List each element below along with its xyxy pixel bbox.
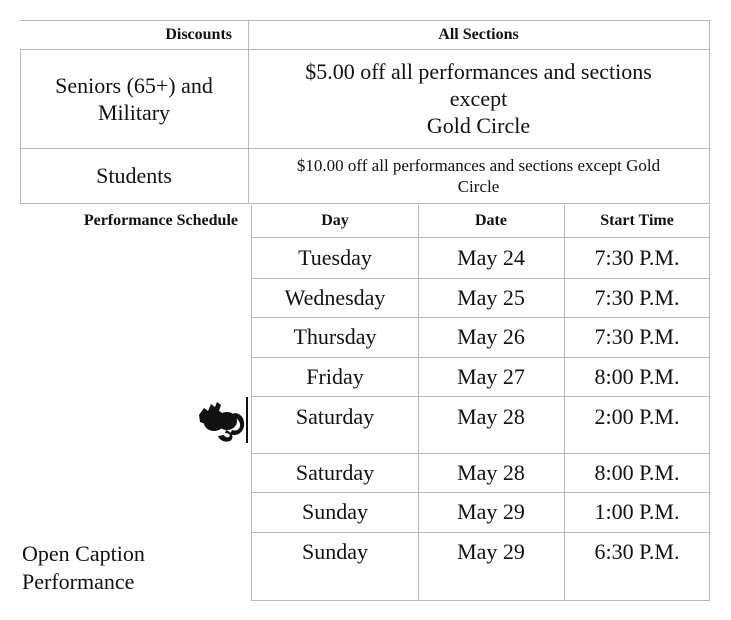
schedule-row-5-date: May 28 xyxy=(457,404,525,429)
schedule-row-2-day: Wednesday xyxy=(284,284,386,310)
schedule-row-3-date: May 26 xyxy=(457,324,525,349)
open-caption-line-2: Performance xyxy=(22,569,135,594)
seniors-military-discount xyxy=(248,49,709,148)
schedule-row-8-time: 6:30 P.M. xyxy=(594,539,680,564)
schedule-row-7-day: Sunday xyxy=(302,499,368,524)
schedule-row-3-day: Thursday xyxy=(293,324,377,349)
schedule-row-3-time: 7:30 P.M. xyxy=(594,324,680,349)
schedule-row-5-day: Saturday xyxy=(295,404,375,429)
schedule-row-6-date: May 28 xyxy=(457,459,525,485)
schedule-row-6-time: 8:00 P.M. xyxy=(594,459,680,485)
schedule-row-7-date: May 29 xyxy=(457,499,525,524)
schedule-row-2-time: 7:30 P.M. xyxy=(594,284,680,310)
schedule-row-7-time: 1:00 P.M. xyxy=(594,499,680,524)
schedule-row-8-date: May 29 xyxy=(457,539,525,564)
performance-schedule-label: Performance Schedule xyxy=(83,212,238,229)
seniors-discount-line3: Gold Circle xyxy=(426,113,531,138)
seniors-discount-line1: $5.00 off all performances and sections xyxy=(305,59,652,84)
schedule-row-1-time: 7:30 P.M. xyxy=(594,245,680,270)
students-label: Students xyxy=(96,163,172,188)
open-caption-line-1: Open Caption xyxy=(22,541,145,566)
all-sections-header: All Sections xyxy=(438,25,519,43)
students-discount-line2: Circle xyxy=(457,176,500,196)
schedule-row-4-day: Friday xyxy=(306,363,364,389)
schedule-row-2-date: May 25 xyxy=(457,284,525,310)
schedule-row-4-time: 8:00 P.M. xyxy=(594,363,680,389)
schedule-bottom-border xyxy=(251,600,710,601)
students-discount xyxy=(248,148,709,203)
start-time-column-header: Start Time xyxy=(600,212,674,229)
date-column-header: Date xyxy=(475,212,507,229)
day-column-header: Day xyxy=(321,212,349,229)
students-discount-line1: $10.00 off all performances and sections except Gold xyxy=(296,155,661,175)
schedule-row-1-day: Tuesday xyxy=(298,245,372,270)
schedule-row-5-time: 2:00 P.M. xyxy=(594,404,680,429)
schedule-row-8-day: Sunday xyxy=(302,539,368,564)
seniors-military-text: Seniors (65+) and Military xyxy=(55,72,213,125)
schedule-row-1-date: May 24 xyxy=(457,245,525,270)
sign-language-interpreted-icon xyxy=(196,397,248,443)
discounts-header: Discounts xyxy=(165,25,232,43)
discount-bottom-border xyxy=(20,203,710,204)
schedule-row-6-day: Saturday xyxy=(295,459,375,485)
discount-right-border xyxy=(709,20,710,204)
seniors-military-label xyxy=(20,49,248,148)
open-caption-note xyxy=(22,540,145,596)
schedule-row-4-date: May 27 xyxy=(457,363,525,389)
seniors-discount-line2: except xyxy=(449,86,508,111)
